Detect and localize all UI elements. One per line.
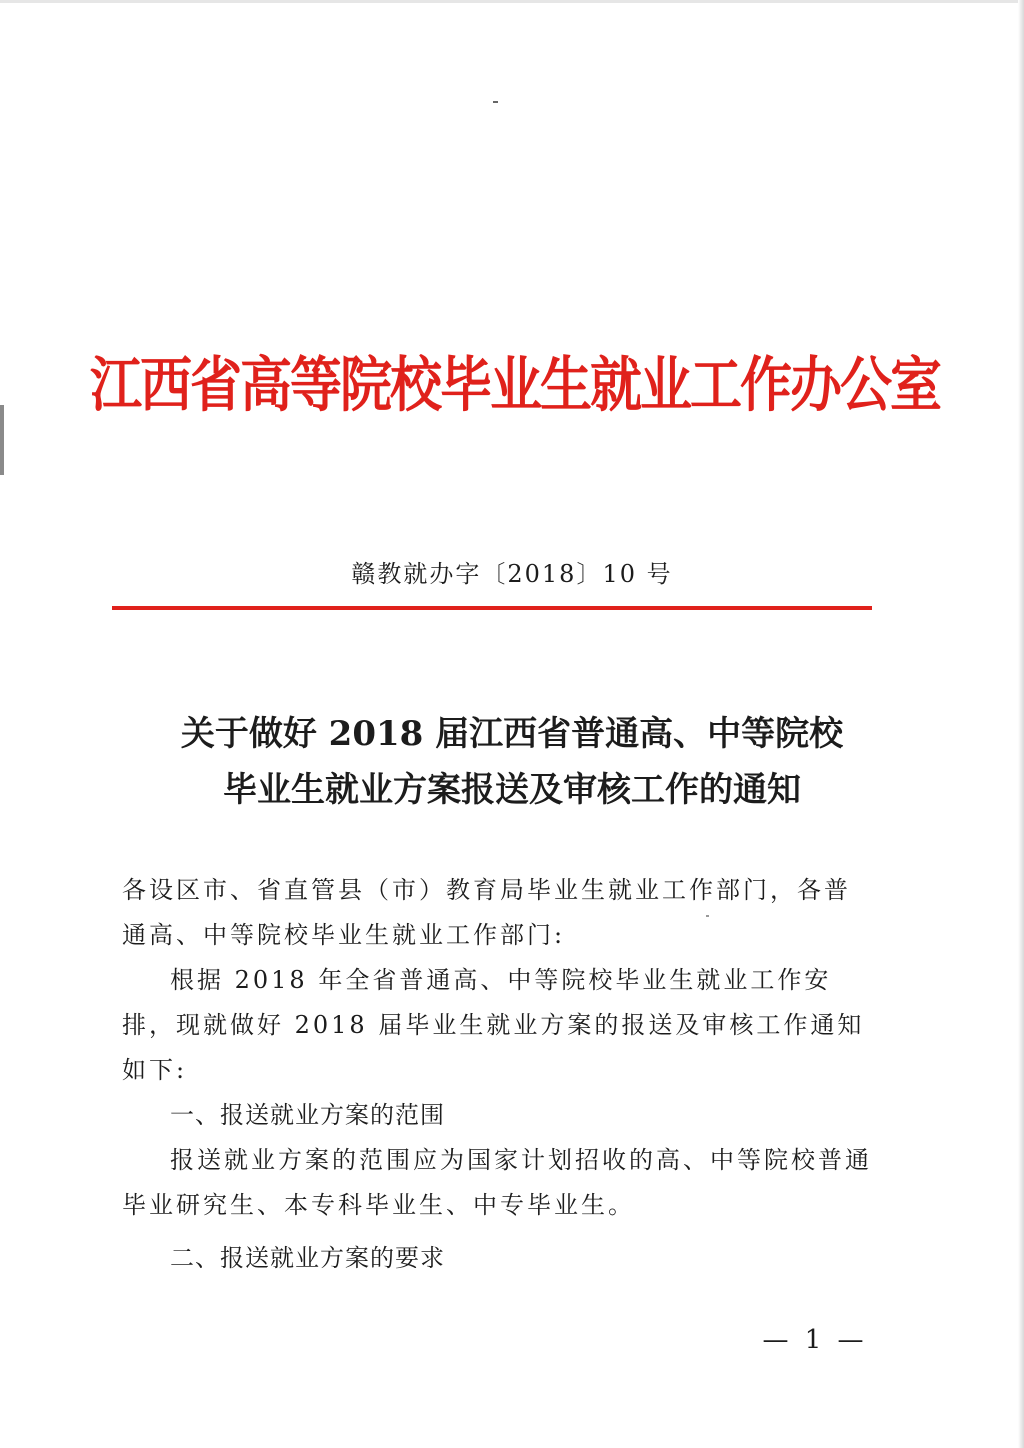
document-body <box>122 868 876 1281</box>
scan-border-left <box>0 405 4 475</box>
salutation-paragraph: 各设区市、省直管县（市）教育局毕业生就业工作部门，各普通高、中等院校毕业生就业工作部门: <box>122 876 851 949</box>
section-1-paragraph: 报送就业方案的范围应为国家计划招收的高、中等院校普通毕业研究生、本专科毕业生、中专毕业生。 <box>122 1146 872 1219</box>
section-1-heading: 一、报送就业方案的范围 <box>170 1101 445 1129</box>
scan-speck <box>493 101 498 103</box>
section-2-heading: 二、报送就业方案的要求 <box>170 1244 445 1272</box>
issuer-heading: 江西省高等院校毕业生就业工作办公室 <box>90 351 941 421</box>
document-title <box>120 706 904 818</box>
scan-border-top <box>0 0 1024 3</box>
title-line-2: 毕业生就业方案报送及审核工作的通知 <box>223 770 801 810</box>
red-separator-line <box>112 606 872 610</box>
page-number: — 1 — <box>762 1325 868 1355</box>
document-number: 赣教就办字〔2018〕10 号 <box>351 560 673 588</box>
scan-border-right <box>1018 0 1024 1448</box>
title-line-1: 关于做好 2018 届江西省普通高、中等院校 <box>180 714 844 754</box>
intro-paragraph: 根据 2018 年全省普通高、中等院校毕业生就业工作安排，现就做好 2018 届毕业生就业方案的报送及审核工作通知如下: <box>122 966 865 1084</box>
